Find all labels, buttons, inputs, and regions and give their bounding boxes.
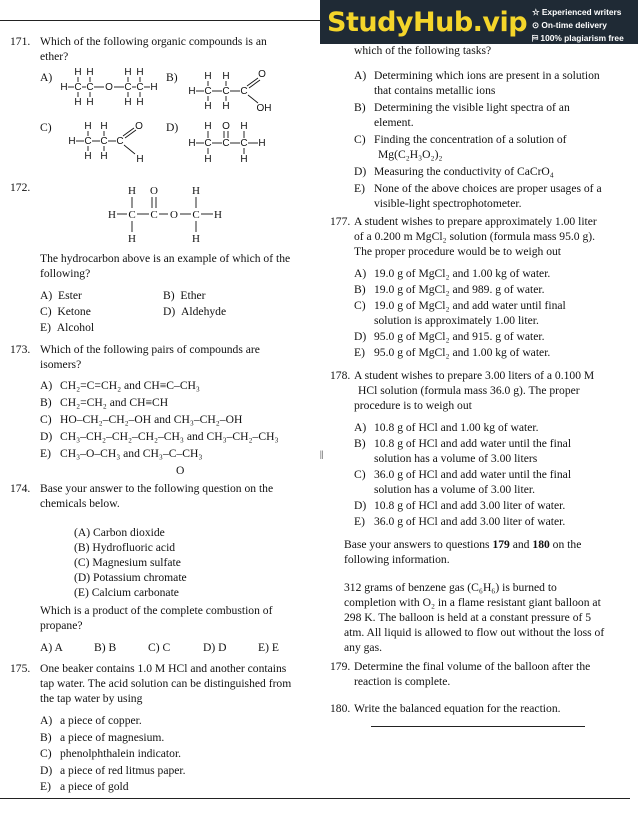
svg-text:H: H (240, 121, 248, 132)
column-divider-mark: || (320, 449, 324, 459)
carbonyl-oxygen-label: O (176, 464, 185, 477)
answer-line[interactable] (371, 726, 585, 727)
svg-text:C: C (204, 138, 212, 149)
option-b[interactable]: B) Determining the visible light spectra of an element. (354, 101, 570, 129)
options-176 (354, 68, 602, 211)
option-c[interactable]: C) 36.0 g of HCl and add water until the final solution has a volume of 3.00 liter. (354, 468, 572, 496)
option-d[interactable]: D) a piece of red litmus paper. (40, 763, 186, 777)
structure-172-diagram (104, 183, 234, 247)
svg-text:C: C (240, 86, 248, 97)
svg-text:H: H (258, 138, 266, 149)
question-number: 179. (330, 660, 351, 673)
option-a[interactable]: A) 19.0 g of MgCl₂ and 1.00 kg of water. (354, 267, 551, 280)
svg-text:C: C (74, 82, 82, 93)
svg-text:C: C (124, 82, 132, 93)
option-b[interactable]: B) 10.8 g of HCl and add water until the final solution has a volume of 3.00 liters (354, 437, 572, 465)
svg-text:C: C (86, 82, 94, 93)
svg-text:C: C (222, 86, 230, 97)
svg-text:H: H (74, 97, 82, 108)
options-178 (354, 420, 571, 529)
svg-text:H: H (192, 185, 200, 197)
feature-plagiarism-free: ⛿ 100% plagiarism free (532, 33, 624, 43)
svg-text:H: H (150, 82, 158, 93)
info-intro: Base your answers to questions 179 and 180 on the following information. (344, 538, 582, 566)
svg-text:H: H (100, 121, 108, 132)
option-b[interactable]: B) a piece of magnesium. (40, 730, 165, 744)
info-paragraph: 312 grams of benzene gas (C₆H₆) is burned to completion with O₂ in a flame resistant giant balloon at 298 K. The balloon is held at a constant pressure of 5 atm. All liquid is allowed to flow out without the loss of any gas. (344, 581, 605, 654)
svg-text:H: H (188, 138, 196, 149)
brand-logo[interactable]: StudyHub.vip (323, 4, 519, 42)
answer-d[interactable]: D) D (203, 641, 227, 654)
svg-text:H: H (86, 67, 94, 78)
question-number: 177. (330, 215, 351, 228)
option-b[interactable]: B) CH₂=CH₂ and CH≡CH (40, 396, 169, 409)
svg-text:H: H (68, 136, 76, 147)
svg-text:O: O (135, 121, 143, 132)
option-a[interactable]: A) Determining which ions are present in a solution that contains metallic ions (354, 69, 600, 97)
answer-a[interactable]: A) A (40, 641, 63, 654)
option-d[interactable]: D) Aldehyde (163, 305, 227, 318)
option-c[interactable]: C) Finding the concentration of a solution of Mg(C₂H₃O₂)₂ (354, 133, 567, 161)
question-text: One beaker contains 1.0 M HCl and another contains tap water. The acid solution can be distinguished from the tap water by using (40, 662, 292, 705)
svg-text:H: H (204, 154, 212, 165)
svg-text:O: O (258, 69, 266, 80)
svg-text:H: H (214, 209, 222, 221)
svg-text:C: C (128, 209, 136, 221)
svg-text:H: H (108, 209, 116, 221)
question-number: 180. (330, 702, 351, 715)
option-d[interactable]: D) 10.8 g of HCl and add 3.00 liter of water. (354, 499, 566, 512)
right-column (330, 0, 630, 800)
option-b[interactable]: B) Ether (163, 289, 206, 302)
option-c[interactable]: C) Ketone (40, 305, 91, 318)
option-e[interactable]: E) a piece of gold (40, 780, 129, 793)
svg-text:H: H (128, 185, 136, 197)
question-number: 175. (10, 662, 31, 675)
option-e[interactable]: E) None of the above choices are proper usages of a visible-light spectrophotometer. (354, 182, 602, 210)
option-d[interactable]: D) Measuring the conductivity of CaCrO₄ (354, 165, 554, 178)
option-c[interactable]: C) HO–CH₂–CH₂–OH and CH₃–CH₂–OH (40, 413, 243, 426)
option-label-a[interactable]: A) (40, 71, 53, 84)
question-text: Which of the following organic compounds is an ether? (40, 35, 267, 63)
svg-text:O: O (170, 209, 178, 221)
question-number: 178. (330, 369, 351, 382)
svg-text:H: H (136, 97, 144, 108)
structure-a-diagram (60, 66, 160, 108)
options-177 (354, 266, 566, 360)
question-number: 172. (10, 181, 31, 194)
svg-text:H: H (84, 151, 92, 162)
option-d[interactable]: D) 95.0 g of MgCl₂ and 915. g of water. (354, 330, 545, 343)
question-text: Determine the final volume of the balloon after the reaction is complete. (354, 660, 591, 688)
structure-b-diagram (186, 68, 286, 116)
svg-text:O: O (105, 82, 113, 93)
question-number: 173. (10, 343, 31, 356)
svg-text:H: H (204, 101, 212, 112)
left-column (10, 0, 315, 800)
svg-text:H: H (136, 67, 144, 78)
option-e[interactable]: E) 95.0 g of MgCl₂ and 1.00 kg of water. (354, 346, 551, 359)
options-175 (40, 713, 186, 796)
svg-text:H: H (204, 71, 212, 82)
chemical-item: (C) Magnesium sulfate (74, 556, 181, 569)
svg-text:O: O (150, 185, 158, 197)
option-b[interactable]: B) 19.0 g of MgCl₂ and 989. g of water. (354, 283, 545, 296)
svg-text:C: C (116, 136, 124, 147)
svg-text:C: C (192, 209, 200, 221)
question-172-text: The hydrocarbon above is an example of which of the following? (40, 252, 291, 280)
option-d[interactable]: D) CH₃–CH₂–CH₂–CH₂–CH₃ and CH₃–CH₂–CH₃ (40, 430, 279, 443)
svg-text:H: H (124, 97, 132, 108)
option-e[interactable]: E) Alcohol (40, 321, 95, 334)
svg-text:H: H (128, 233, 136, 245)
option-a[interactable]: A) a piece of copper. (40, 714, 142, 727)
chemical-list (74, 525, 187, 600)
svg-text:H: H (86, 97, 94, 108)
question-text: Base your answer to the following question on the chemicals below. (40, 482, 274, 510)
chemical-item: (D) Potassium chromate (74, 571, 187, 584)
answer-e[interactable]: E) E (258, 641, 279, 654)
svg-text:H: H (204, 121, 212, 132)
option-c[interactable]: C) phenolphthalein indicator. (40, 747, 182, 760)
option-e[interactable]: E) 36.0 g of HCl and add 3.00 liter of water. (354, 515, 566, 528)
chemical-item: (E) Calcium carbonate (74, 586, 179, 599)
svg-text:OH: OH (256, 103, 272, 114)
svg-text:H: H (124, 67, 132, 78)
option-a[interactable]: A) Ester (40, 289, 82, 302)
chemical-item: (B) Hydrofluoric acid (74, 541, 176, 554)
svg-text:O: O (222, 121, 230, 132)
svg-text:C: C (84, 136, 92, 147)
question-number: 174. (10, 482, 31, 495)
option-label-d[interactable]: D) (166, 121, 179, 134)
answer-b[interactable]: B) B (94, 641, 117, 654)
answer-c[interactable]: C) C (148, 641, 171, 654)
svg-text:C: C (100, 136, 108, 147)
option-a[interactable]: A) 10.8 g of HCl and 1.00 kg of water. (354, 421, 539, 434)
svg-text:H: H (192, 233, 200, 245)
svg-text:H: H (188, 86, 196, 97)
option-label-b[interactable]: B) (166, 71, 178, 84)
option-label-c[interactable]: C) (40, 121, 52, 134)
svg-text:H: H (74, 67, 82, 78)
svg-text:H: H (222, 101, 230, 112)
svg-text:H: H (222, 71, 230, 82)
structure-c-diagram (64, 120, 164, 168)
structure-d-diagram (186, 120, 286, 168)
question-176-cut-text: which of the following tasks? (354, 46, 492, 57)
question-text: Which of the following pairs of compounds are isomers? (40, 343, 260, 371)
question-text: A student wishes to prepare 3.00 liters of a 0.100 M HCl solution (formula mass 36.0 g). The proper procedure is to weigh out (354, 369, 595, 412)
option-a[interactable]: A) CH₂=C=CH₂ and CH≡C–CH₃ (40, 379, 200, 392)
svg-text:H: H (240, 154, 248, 165)
option-c[interactable]: C) 19.0 g of MgCl₂ and add water until final solution is approximately 1.00 liter. (354, 299, 566, 327)
svg-text:C: C (136, 82, 144, 93)
question-number: 171. (10, 35, 31, 48)
svg-text:H: H (136, 154, 144, 165)
svg-text:H: H (60, 82, 68, 93)
question-174-subtext: Which is a product of the complete combustion of propane? (40, 604, 273, 632)
feature-experienced-writers: ☆ Experienced writers (532, 7, 622, 17)
feature-on-time-delivery: ⊙ On-time delivery (532, 20, 607, 30)
question-text: A student wishes to prepare approximately 1.00 liter of a 0.200 m MgCl₂ solution (formula mass 95.0 g). The proper procedure would be to weigh out (354, 215, 597, 258)
option-e[interactable]: E) CH₃–O–CH₃ and CH₃–C–CH₃ (40, 447, 203, 460)
svg-text:C: C (240, 138, 248, 149)
svg-text:C: C (204, 86, 212, 97)
svg-text:C: C (222, 138, 230, 149)
options-173 (40, 378, 279, 463)
question-text: Write the balanced equation for the reaction. (354, 702, 561, 715)
svg-text:C: C (150, 209, 158, 221)
chemical-item: (A) Carbon dioxide (74, 526, 165, 539)
svg-text:H: H (100, 151, 108, 162)
svg-text:H: H (84, 121, 92, 132)
